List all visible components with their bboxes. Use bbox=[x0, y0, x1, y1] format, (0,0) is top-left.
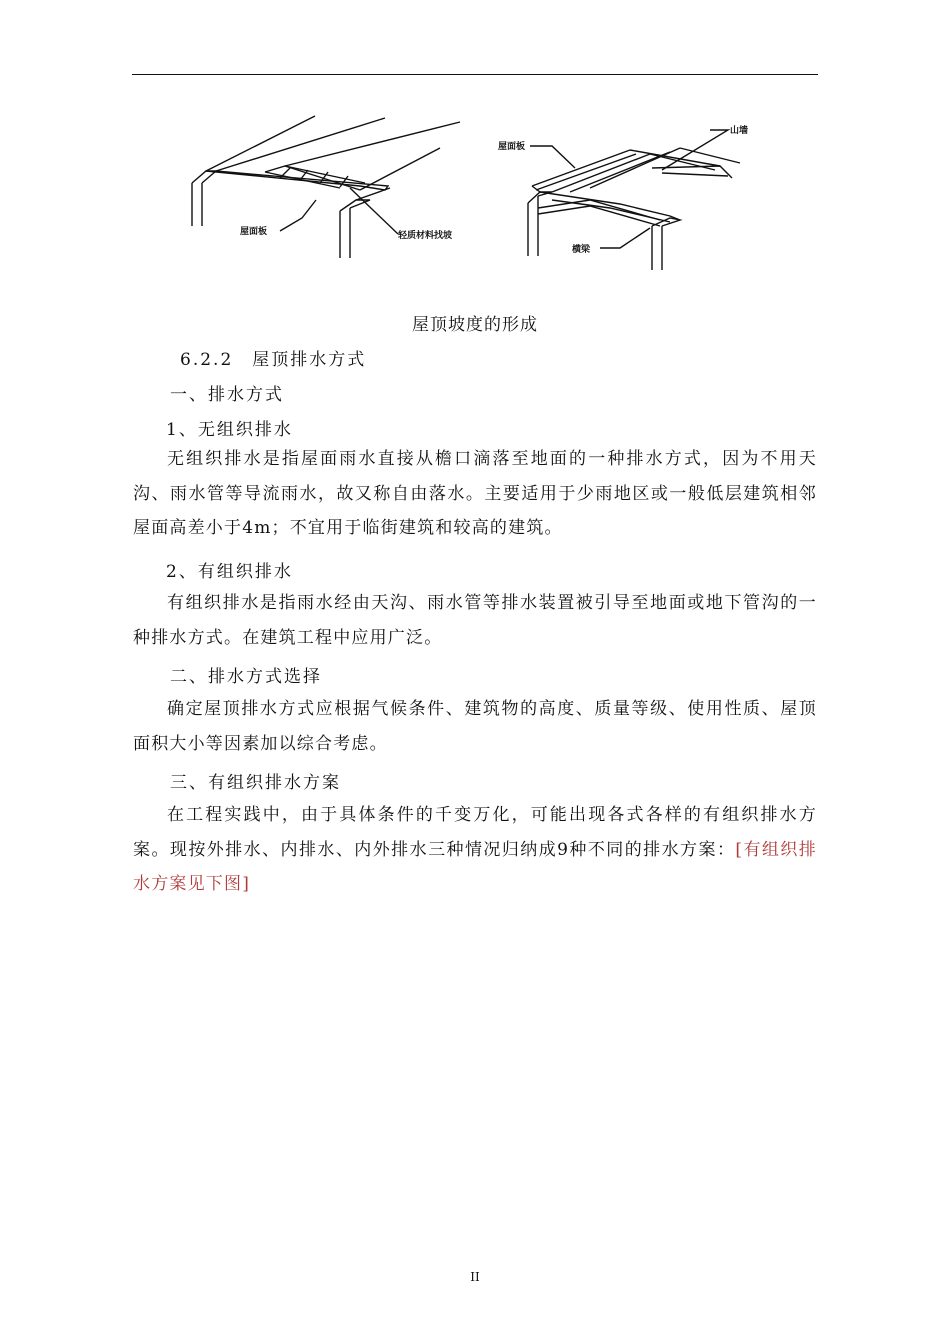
label-roof-panel-right: 屋面板 bbox=[498, 142, 526, 152]
label-light-material: 轻质材料找坡 bbox=[398, 231, 453, 241]
paragraph-unorganized-drainage: 无组织排水是指屋面雨水直接从檐口滴落至地面的一种排水方式，因为不用天沟、雨水管等导流雨水，故又称自由落水。主要适用于少雨地区或一般低层建筑相邻屋面高差小于4m；不宜用于临街建筑和较高的建筑。 bbox=[133, 449, 817, 538]
page-number: II bbox=[470, 1270, 480, 1284]
heading-unorganized-drainage: 1、无组织排水 bbox=[166, 420, 293, 440]
label-beam: 横梁 bbox=[572, 245, 591, 255]
roof-slope-figure bbox=[180, 108, 770, 283]
schemes-figure-link[interactable]: [有组织排水方案见下图] bbox=[133, 839, 817, 894]
label-gable-wall: 山墙 bbox=[730, 126, 749, 136]
figure-caption: 屋顶坡度的形成 bbox=[412, 315, 538, 335]
paragraph-organized-schemes-text: 在工程实践中，由于具体条件的千变万化，可能出现各式各样的有组织排水方案。现按外排水、内排水、内外排水三种情况归纳成9种不同的排水方案： bbox=[133, 805, 817, 860]
paragraph-organized-schemes bbox=[133, 798, 817, 902]
paragraph-organized-drainage: 有组织排水是指雨水经由天沟、雨水管等排水装置被引导至地面或地下管沟的一种排水方式。在建筑工程中应用广泛。 bbox=[133, 593, 817, 648]
heading-organized-schemes: 三、有组织排水方案 bbox=[170, 773, 341, 793]
heading-drainage-methods: 一、排水方式 bbox=[170, 385, 284, 405]
heading-organized-drainage: 2、有组织排水 bbox=[166, 562, 293, 582]
heading-drainage-selection: 二、排水方式选择 bbox=[170, 667, 322, 687]
section-heading: 6.2.2 屋顶排水方式 bbox=[180, 350, 367, 370]
paragraph-drainage-selection: 确定屋顶排水方式应根据气候条件、建筑物的高度、质量等级、使用性质、屋顶面积大小等因素加以综合考虑。 bbox=[133, 699, 817, 754]
label-roof-panel-left: 屋面板 bbox=[240, 227, 268, 237]
header-rule bbox=[132, 74, 818, 75]
